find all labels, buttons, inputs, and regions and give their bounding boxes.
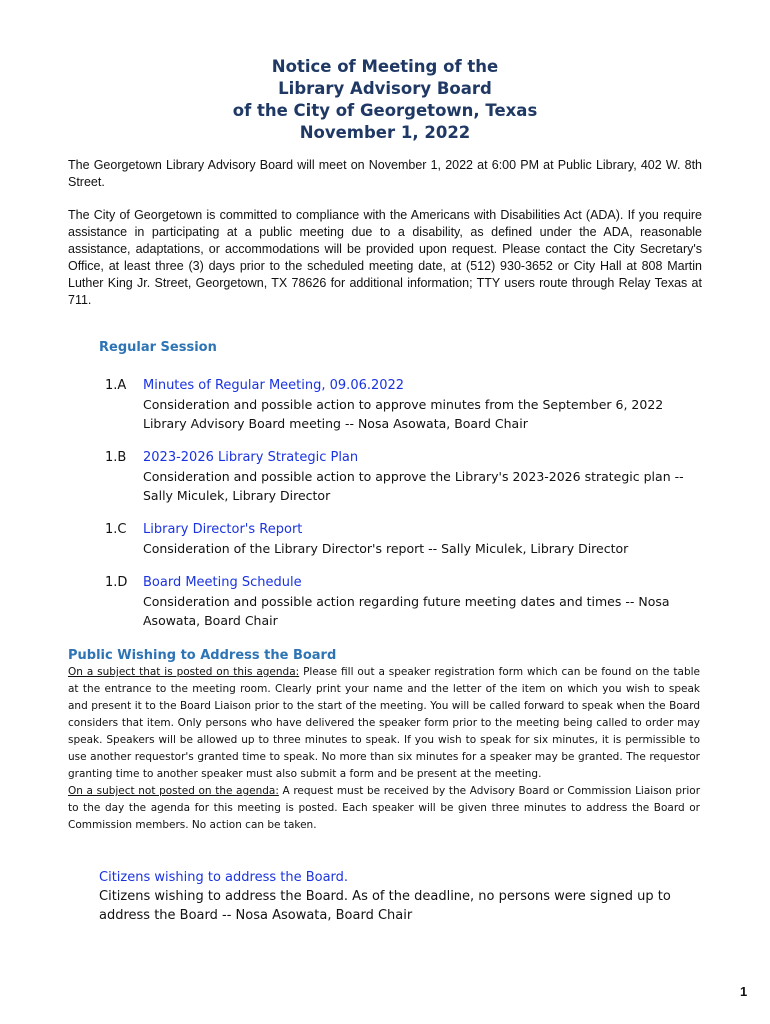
title-line: Library Advisory Board xyxy=(278,79,492,98)
not-posted-subject-label: On a subject not posted on the agenda: xyxy=(68,785,279,797)
ada-notice: The City of Georgetown is committed to compliance with the Americans with Disabilities Act (ADA). If you require assistance in participating at a public meeting due to a disability, as defined under the ADA, reasonable assistance, adaptations, or accommodations will be provided upon request. Please contact the City Secretary's Office, at least three (3) days prior to the scheduled meeting date, at (512) 930-3652 or City Hall at 808 Martin Luther King Jr. Street, Georgetown, TX 78626 for additional information; TTY users route through Relay Texas at 711. xyxy=(68,208,702,307)
citizens-description: Citizens wishing to address the Board. As of the deadline, no persons were signed up to address the Board -- Nosa Asowata, Board Chair xyxy=(99,889,671,923)
citizens-title-link[interactable]: Citizens wishing to address the Board. xyxy=(99,870,349,885)
item-title-link[interactable]: Library Director's Report xyxy=(143,522,303,537)
regular-session-heading: Regular Session xyxy=(99,340,217,355)
item-description: Consideration of the Library Director's report -- Sally Miculek, Library Director xyxy=(143,541,629,556)
item-number: 1.A xyxy=(105,378,127,393)
item-title-link[interactable]: Minutes of Regular Meeting, 09.06.2022 xyxy=(143,378,405,393)
title-line: Notice of Meeting of the xyxy=(271,57,499,76)
item-description: Consideration and possible action to approve minutes from the September 6, 2022 Library Advisory Board meeting -- Nosa Asowata, Board Chair xyxy=(143,397,664,431)
posted-subject-label: On a subject that is posted on this agenda: xyxy=(68,666,300,678)
item-description: Consideration and possible action regarding future meeting dates and times -- Nosa Asowata, Board Chair xyxy=(143,594,670,628)
public-wishing-heading: Public Wishing to Address the Board xyxy=(68,648,337,663)
not-posted-subject-text: A request must be received by the Advisory Board or Commission Liaison prior to the day the agenda for this meeting is posted. Each speaker will be given three minutes to address the Board or Commission members. No action can be taken. xyxy=(68,785,701,831)
item-description: Consideration and possible action to approve the Library's 2023-2026 strategic plan -- Sally Miculek, Library Director xyxy=(143,469,684,503)
item-number: 1.D xyxy=(105,575,128,590)
item-title-link[interactable]: Board Meeting Schedule xyxy=(143,575,302,590)
title-line: of the City of Georgetown, Texas xyxy=(232,101,538,120)
item-number: 1.C xyxy=(105,522,127,537)
public-wishing-text xyxy=(68,664,700,834)
item-number: 1.B xyxy=(105,450,127,465)
citizens-item xyxy=(99,868,679,925)
page-title xyxy=(0,56,770,144)
posted-subject-text: Please fill out a speaker registration form which can be found on the table at the entrance to the meeting room. Clearly print your name and the letter of the item on which you wish to speak and present it to the Board Liaison prior to the start of the meeting. You will be called forward to speak when the Board considers that item. Only persons who have delivered the speaker form prior to the meeting being called to order may speak. Speakers will be allowed up to three minutes to speak. If you wish to speak for six minutes, it is permissible to use another requestor's granted time to speak. No more than six minutes for a speaker may be granted. The requestor granting time to another speaker must also submit a form and be present at the meeting. xyxy=(68,666,700,780)
page-number: 1 xyxy=(740,984,748,999)
title-line: November 1, 2022 xyxy=(299,123,471,142)
meeting-notice: The Georgetown Library Advisory Board will meet on November 1, 2022 at 6:00 PM at Public Library, 402 W. 8th Street. xyxy=(68,158,702,189)
item-title-link[interactable]: 2023-2026 Library Strategic Plan xyxy=(143,450,359,465)
